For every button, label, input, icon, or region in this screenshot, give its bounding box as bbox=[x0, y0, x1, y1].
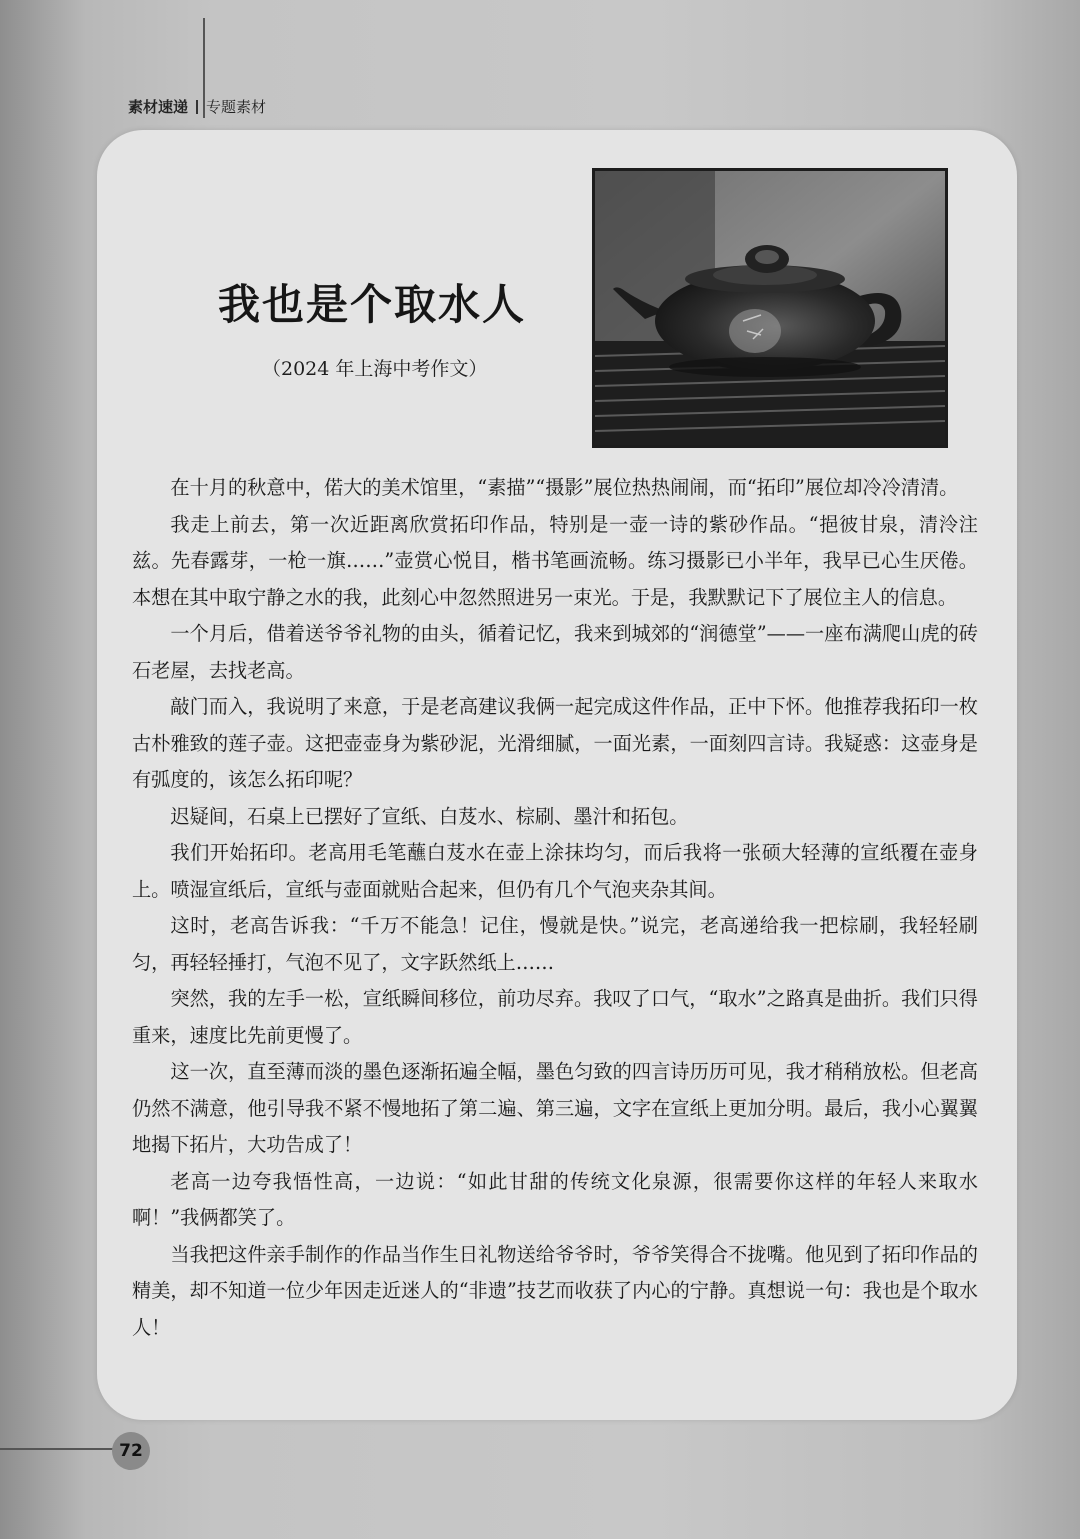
header-separator bbox=[196, 100, 198, 114]
paragraph: 突然，我的左手一松，宣纸瞬间移位，前功尽弃。我叹了口气，“取水”之路真是曲折。我们只得重来，速度比先前更慢了。 bbox=[132, 987, 978, 1047]
paragraph: 在十月的秋意中，偌大的美术馆里，“素描”“摄影”展位热热闹闹，而“拓印”展位却冷冷清清。 bbox=[170, 476, 959, 499]
article-title: 我也是个取水人 bbox=[218, 280, 527, 329]
page-number-rule bbox=[0, 1448, 120, 1450]
paragraph: 我走上前去，第一次近距离欣赏拓印作品，特别是一壶一诗的紫砂作品。“挹彼甘泉，清泠注兹。先春露芽，一枪一旗……”壶赏心悦目，楷书笔画流畅。练习摄影已小半年，我早已心生厌倦。本想在其中取宁静之水的我，此刻心中忽然照进另一束光。于是，我默默记下了展位主人的信息。 bbox=[132, 512, 978, 609]
header-subsection: 专题素材 bbox=[206, 98, 267, 116]
article-body bbox=[132, 470, 978, 1346]
paragraph: 当我把这件亲手制作的作品当作生日礼物送给爷爷时，爷爷笑得合不拢嘴。他见到了拓印作品的精美，却不知道一位少年因走近迷人的“非遗”技艺而收获了内心的宁静。真想说一句：我也是个取水人！ bbox=[132, 1242, 978, 1339]
article-subtitle: （2024 年上海中考作文） bbox=[262, 358, 488, 380]
paragraph: 一个月后，借着送爷爷礼物的由头，循着记忆，我来到城郊的“润德堂”——一座布满爬山虎的砖石老屋，去找老高。 bbox=[132, 622, 978, 682]
running-header bbox=[128, 96, 266, 117]
paragraph: 这一次，直至薄而淡的墨色逐渐拓遍全幅，墨色匀致的四言诗历历可见，我才稍稍放松。但老高仍然不满意，他引导我不紧不慢地拓了第二遍、第三遍，文字在宣纸上更加分明。最后，我小心翼翼地揭下拓片，大功告成了！ bbox=[132, 1060, 978, 1156]
paragraph: 我们开始拓印。老高用毛笔蘸白芨水在壶上涂抹均匀，而后我将一张硕大轻薄的宣纸覆在壶身上。喷湿宣纸后，宣纸与壶面就贴合起来，但仍有几个气泡夹杂其间。 bbox=[132, 841, 978, 901]
paragraph: 迟疑间，石桌上已摆好了宣纸、白芨水、棕刷、墨汁和拓包。 bbox=[170, 804, 689, 828]
header-section: 素材速递 bbox=[128, 98, 189, 116]
paragraph: 这时，老高告诉我：“千万不能急！记住，慢就是快。”说完，老高递给我一把棕刷，我轻轻刷匀，再轻轻捶打，气泡不见了，文字跃然纸上…… bbox=[132, 914, 978, 974]
paragraph: 老高一边夸我悟性高，一边说：“如此甘甜的传统文化泉源，很需要你这样的年轻人来取水啊！”我俩都笑了。 bbox=[132, 1169, 978, 1229]
teapot-photo bbox=[592, 168, 948, 448]
page-number: 72 bbox=[112, 1432, 150, 1470]
paragraph: 敲门而入，我说明了来意，于是老高建议我俩一起完成这件作品，正中下怀。他推荐我拓印一枚古朴雅致的莲子壶。这把壶壶身为紫砂泥，光滑细腻，一面光素，一面刻四言诗。我疑惑：这壶身是有弧度的，该怎么拓印呢？ bbox=[132, 695, 978, 791]
